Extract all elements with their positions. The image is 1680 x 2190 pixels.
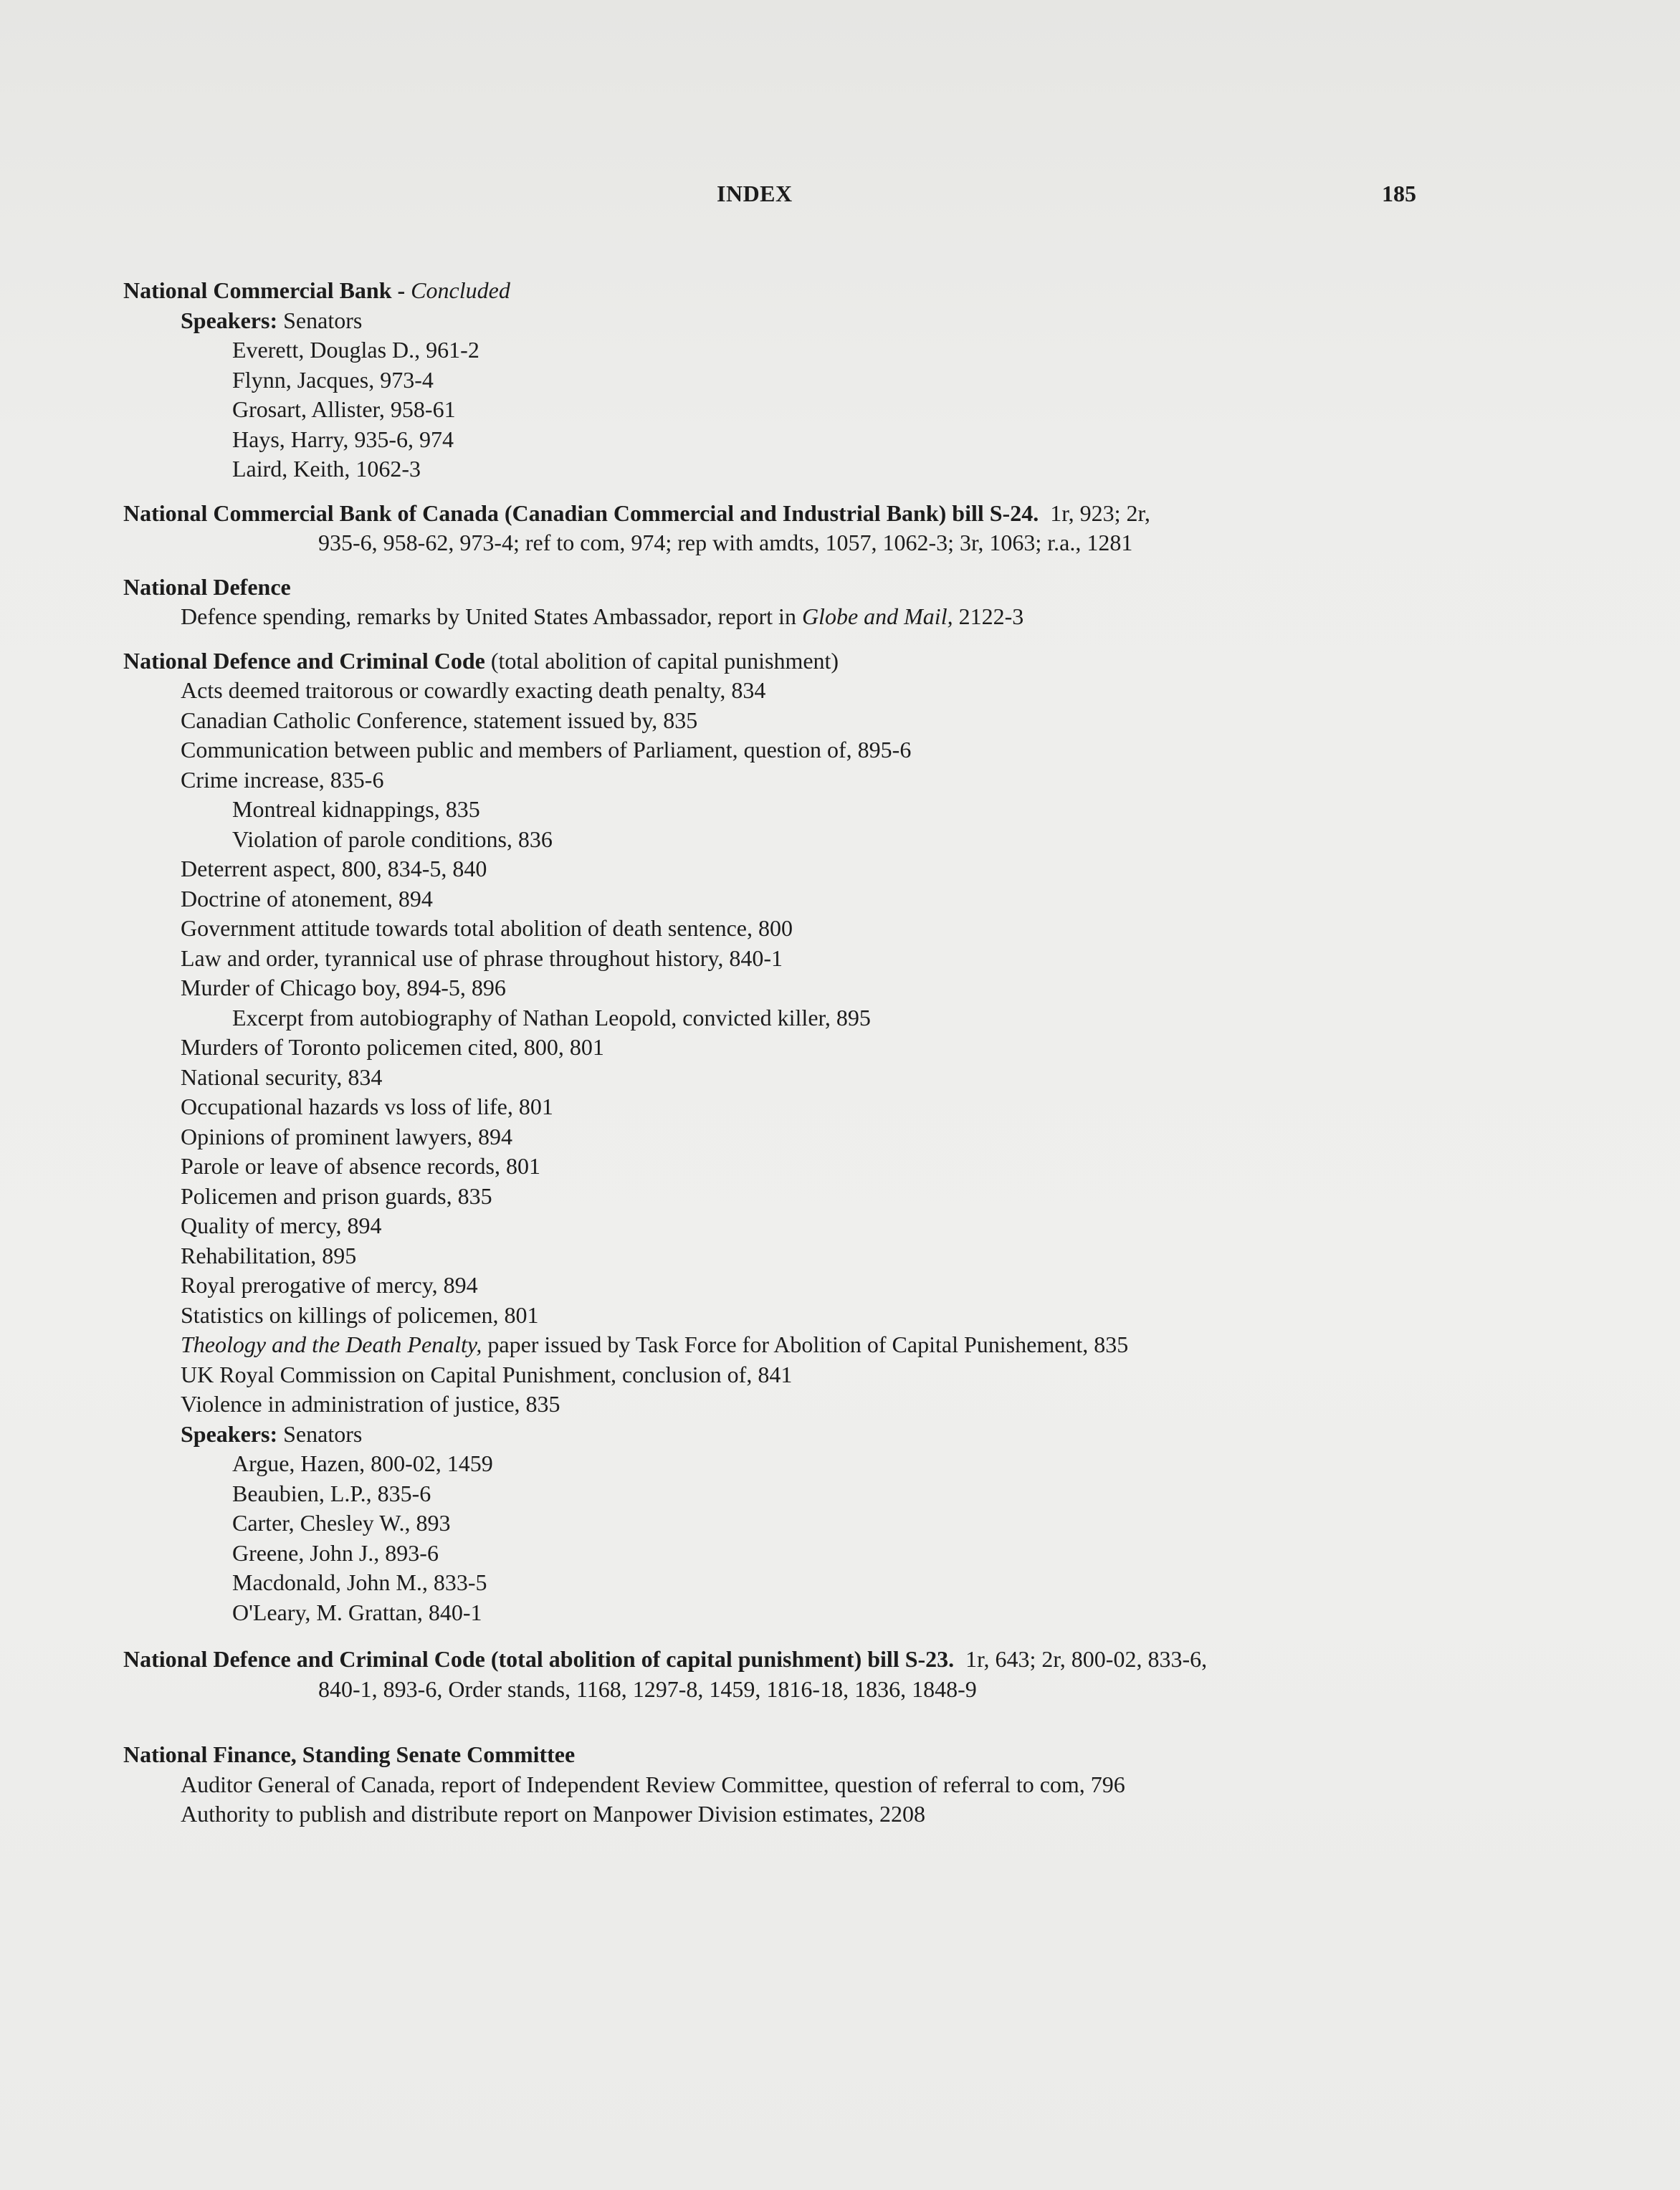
entry-heading: National Defence and Criminal Code [123, 647, 485, 674]
index-entry-ndcc [123, 646, 1442, 676]
entry-heading: National Commercial Bank of Canada (Canadian Commercial and Industrial Bank) bill S-24. [123, 499, 1039, 526]
subentry-item: Communication between public and members of Parliament, question of, 895-6 [181, 737, 912, 762]
subentry-violence: Violence in administration of justice, 835 [181, 1391, 560, 1417]
page-number: 185 [1382, 181, 1416, 206]
entry-heading-rest: (total abolition of capital punishment) [485, 647, 839, 674]
subentry-item: Rehabilitation, 895 [181, 1242, 357, 1268]
subentry-item: Auditor General of Canada, report of Independent Review Committee, question of referral to com, 796 [181, 1771, 1125, 1797]
subentry-item: Royal prerogative of mercy, 894 [181, 1272, 478, 1298]
speaker-item: Beaubien, L.P., 835-6 [232, 1480, 431, 1506]
speaker-item: Grosart, Allister, 958-61 [232, 396, 456, 422]
subentry-defence-spending [123, 602, 1442, 632]
entry-heading-suffix: Concluded [411, 277, 510, 303]
sub-subentry-item: Montreal kidnappings, 835 [232, 796, 480, 822]
entry-refs: 1r, 643; 2r, 800-02, 833-6, [965, 1646, 1208, 1672]
subentry-refs: 2122-3 [953, 603, 1024, 629]
speaker-item: Carter, Chesley W., 893 [232, 1510, 451, 1536]
index-entry-ncbc-bill [123, 499, 1442, 529]
speaker-item: Flynn, Jacques, 973-4 [232, 366, 434, 393]
speakers-suffix: Senators [277, 307, 363, 333]
subentry-theology [123, 1330, 1442, 1360]
subentry-item: Authority to publish and distribute report on Manpower Division estimates, 2208 [181, 1801, 925, 1827]
speakers-label: Speakers: [181, 1420, 278, 1447]
index-entry-national-defence: National Defence [123, 573, 291, 600]
speakers-label: Speakers: [181, 307, 278, 333]
speaker-item: Hays, Harry, 935-6, 974 [232, 426, 454, 452]
subentry-item: Murders of Toronto policemen cited, 800, 801 [181, 1034, 604, 1060]
subentry-title: Theology and the Death Penalty, [181, 1331, 482, 1357]
subentry-item: Law and order, tyrannical use of phrase throughout history, 840-1 [181, 945, 783, 971]
speakers-suffix: Senators [277, 1420, 363, 1447]
speakers-line [123, 1420, 1442, 1450]
subentry-item: National security, 834 [181, 1063, 383, 1090]
speaker-item: O'Leary, M. Grattan, 840-1 [232, 1599, 482, 1625]
subentry-item: Deterrent aspect, 800, 834-5, 840 [181, 856, 487, 881]
speaker-item: Everett, Douglas D., 961-2 [232, 337, 479, 363]
index-entry-national-finance: National Finance, Standing Senate Committee [123, 1741, 576, 1767]
subentry-item: Government attitude towards total abolition of death sentence, 800 [181, 915, 793, 941]
sub-subentry-item: Excerpt from autobiography of Nathan Leopold, convicted killer, 895 [232, 1004, 871, 1031]
subentry-item: Doctrine of atonement, 894 [181, 885, 433, 912]
speaker-item: Laird, Keith, 1062-3 [232, 456, 421, 482]
page-header-title: INDEX [717, 181, 793, 206]
subentry-item: Acts deemed traitorous or cowardly exacting death penalty, 834 [181, 677, 766, 703]
subentry-item: Crime increase, 835-6 [181, 766, 384, 793]
subentry-item: Parole or leave of absence records, 801 [181, 1153, 540, 1179]
ndcc-speakers-list [123, 1449, 1442, 1627]
subentry-item: Policemen and prison guards, 835 [181, 1182, 492, 1209]
index-entry-ndcc-bill [123, 1645, 1442, 1675]
ndcc-subentries [123, 676, 1442, 1330]
subentry-item: Statistics on killings of policemen, 801 [181, 1301, 539, 1328]
entry-refs-continued: 935-6, 958-62, 973-4; ref to com, 974; rep with amdts, 1057, 1062-3; 3r, 1063; r.a., 1281 [318, 530, 1133, 555]
speaker-item: Argue, Hazen, 800-02, 1459 [232, 1450, 493, 1476]
subentry-text: paper issued by Task Force for Abolition of Capital Punishement, 835 [482, 1331, 1129, 1357]
subentry-item: Occupational hazards vs loss of life, 801 [181, 1094, 553, 1119]
subentry-item: Quality of mercy, 894 [181, 1213, 382, 1238]
speakers-line [123, 306, 1442, 336]
entry-heading: National Commercial Bank - [123, 277, 411, 303]
entry-heading: National Defence and Criminal Code (total abolition of capital punishment) bill S-23. [123, 1646, 955, 1672]
subentry-item: Opinions of prominent lawyers, 894 [181, 1123, 513, 1149]
sub-subentry-item: Violation of parole conditions, 836 [232, 826, 553, 852]
index-entry-ncb [123, 276, 1442, 306]
speaker-item: Greene, John J., 893-6 [232, 1539, 439, 1566]
subentry-title: Globe and Mail, [801, 603, 953, 629]
entry-refs: 1r, 923; 2r, [1050, 499, 1150, 526]
subentry-item: Canadian Catholic Conference, statement issued by, 835 [181, 707, 698, 733]
speaker-item: Macdonald, John M., 833-5 [232, 1569, 487, 1595]
subentry-text: Defence spending, remarks by United States Ambassador, report in [181, 603, 802, 629]
subentry-uk-royal-commission: UK Royal Commission on Capital Punishment, conclusion of, 841 [181, 1361, 793, 1387]
entry-refs-continued: 840-1, 893-6, Order stands, 1168, 1297-8, 1459, 1816-18, 1836, 1848-9 [318, 1675, 977, 1702]
subentry-item: Murder of Chicago boy, 894-5, 896 [181, 975, 506, 1000]
index-content [123, 276, 1442, 1830]
